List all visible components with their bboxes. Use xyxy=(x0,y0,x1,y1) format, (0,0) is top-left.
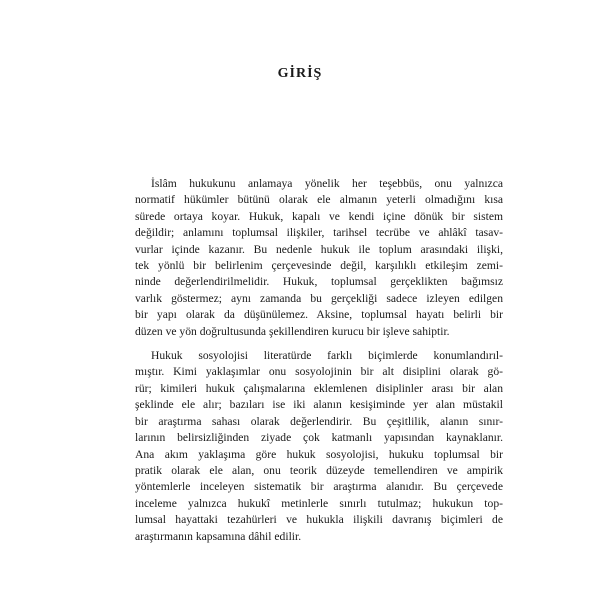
text-line: bir araştırma sahası olarak değerlendirir. Bu çeşitlilik, alanın sınır- xyxy=(135,414,503,428)
paragraph-2 xyxy=(135,348,503,545)
text-line: Ana akım yaklaşıma göre hukuk sosyolojisi, hukuku toplumsal bir xyxy=(135,447,503,461)
text-line: vurlar içinde kazanır. Bu nedenle hukuk ile toplum arasındaki ilişki, xyxy=(135,242,503,256)
text-line: düzen ve yön doğrultusunda şekillendiren kurucu bir işleve sahiptir. xyxy=(135,324,450,338)
text-line: lumsal hayattaki tezahürleri ve hukukla ilişkili davranış biçimleri de xyxy=(135,513,503,527)
text-line: şeklinde ele alır; bazıları ise iki alanın kesişiminde yer alan müstakil xyxy=(135,398,503,412)
text-line: larının belirsizliğinden ziyade çok katmanlı yapısından kaynaklanır. xyxy=(135,431,503,445)
text-line: mıştır. Kimi yaklaşımlar onu sosyolojinin bir alt disiplini olarak gö- xyxy=(135,365,503,379)
text-line: rür; kimileri hukuk çalışmalarına eklemlenen disiplinler arası bir alan xyxy=(135,381,503,395)
body-text xyxy=(135,176,503,545)
text-line: yöntemlerle inceleyen sistematik bir araştırma alanıdır. Bu çerçevede xyxy=(135,480,503,494)
chapter-title: GİRİŞ xyxy=(277,66,323,81)
text-line: normatif hükümler bütünü olarak ele almanın yeterli olmadığını kısa xyxy=(135,193,503,207)
text-line: bir yapı olarak da düşünülemez. Aksine, toplumsal hayatı belirli bir xyxy=(135,308,503,322)
text-line: inceleme yalnızca hukukî metinlerle sınırlı tutulmaz; hukukun top- xyxy=(135,496,503,510)
paragraph-1 xyxy=(135,176,503,340)
text-line: Hukuk sosyolojisi literatürde farklı biçimlerde konumlandırıl- xyxy=(151,349,503,363)
text-line: tek yönlü bir belirlenim çerçevesinde değil, karşılıklı etkileşim zemi- xyxy=(135,259,503,273)
text-line: değildir; anlamını toplumsal ilişkiler, tarihsel tecrübe ve ahlâkî tasav- xyxy=(135,226,503,240)
text-line: sürede ortaya koyar. Hukuk, kapalı ve kendi içine dönük bir sistem xyxy=(135,209,503,223)
text-line: araştırmanın kapsamına dâhil edilir. xyxy=(135,529,302,543)
text-line: ninde değerlendirilmelidir. Hukuk, toplumsal gerçeklikten bağımsız xyxy=(135,275,503,289)
text-line: varlık göstermez; aynı zamanda bu gerçekliği sadece izleyen edilgen xyxy=(135,291,503,305)
text-line: pratik olarak ele alan, onu teorik düzeyde temellendiren ve ampirik xyxy=(135,463,503,477)
text-line: İslâm hukukunu anlamaya yönelik her teşebbüs, onu yalnızca xyxy=(151,177,503,190)
